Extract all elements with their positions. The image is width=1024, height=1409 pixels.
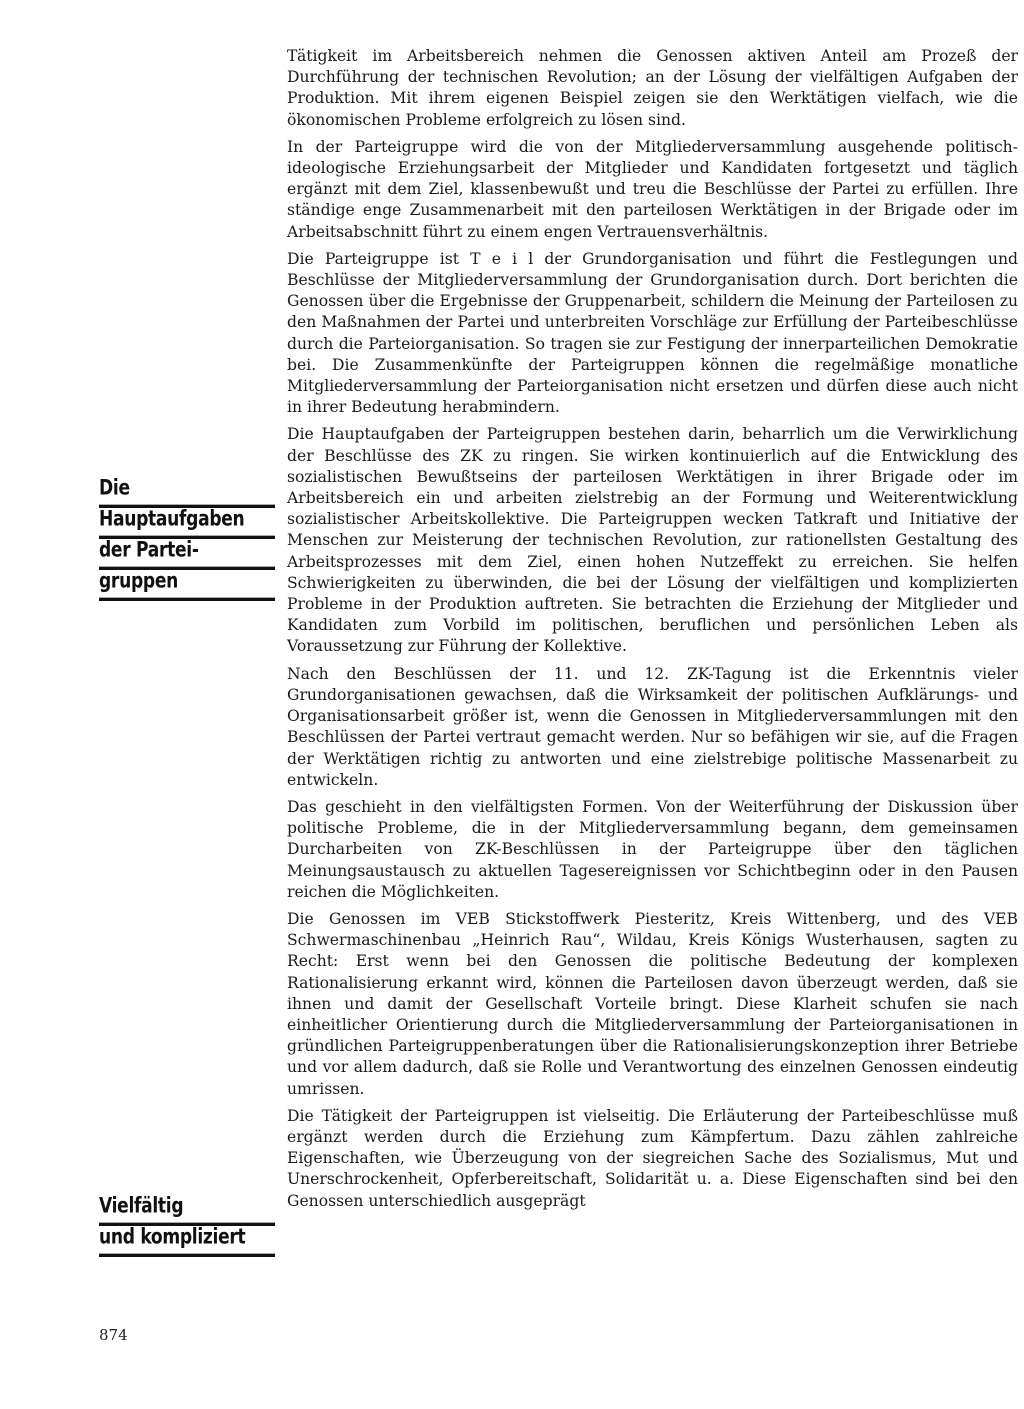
margin-heading-line: Hauptaufgaben	[99, 504, 275, 539]
margin-heading-line: der Partei-	[99, 535, 275, 570]
paragraph: Die Hauptaufgaben der Parteigruppen bestehen darin, beharrlich um die Verwirklichung der Beschlüsse des ZK zu ringen. Sie wirken kontinuierlich auf die Entwicklung des sozialistischen Bewußtseins der parteilosen Werktätigen in ihrer Brigade oder im Arbeitsbereich ein und arbeiten zielstrebig an der Formung und Weiterentwicklung sozialistischer Arbeitskollektive. Die Parteigruppen wecken Tatkraft und Initiative der Menschen zur Meisterung der technischen Revolution, zur rationellsten Gestaltung des Arbeitsprozesses mit dem Ziel, einen hohen Nutzeffekt zu erreichen. Sie helfen Schwierigkeiten zu überwinden, die bei der Lösung der vielfältigen und komplizierten Probleme in der Produktion auftreten. Sie betrachten die Erziehung der Mitglieder und Kandidaten zum Vorbild im politischen, beruflichen und persönlichen Leben als Voraussetzung zur Führung der Kollektive.	[287, 425, 1018, 656]
margin-heading-vielfaeltig	[99, 1195, 275, 1257]
margin-heading-line: Die	[99, 473, 275, 508]
margin-heading-line: gruppen	[99, 566, 275, 601]
paragraph: In der Parteigruppe wird die von der Mitgliederversammlung ausgehende politisch-ideologische Erziehungsarbeit der Mitglieder und Kandidaten fortgesetzt und täglich ergänzt mit dem Ziel, klassenbewußt und treu die Beschlüsse der Partei zu erfüllen. Ihre ständige enge Zusammenarbeit mit den parteilosen Werktätigen in der Brigade oder im Arbeitsabschnitt führt zu einem engen Vertrauensverhältnis.	[287, 137, 1018, 241]
body-text-column	[287, 46, 1018, 1218]
paragraph: Tätigkeit im Arbeitsbereich nehmen die Genossen aktiven Anteil am Prozeß der Durchführung der technischen Revolution; an der Lösung der vielfältigen Aufgaben der Produktion. Mit ihrem eigenen Beispiel zeigen sie den Werktätigen vielfach, wie die ökonomischen Probleme erfolgreich zu lösen sind.	[287, 47, 1018, 129]
margin-heading-line: Vielfältig	[99, 1191, 275, 1226]
paragraph: Die Genossen im VEB Stickstoffwerk Piesteritz, Kreis Wittenberg, und des VEB Schwermaschinenbau „Heinrich Rau“, Wildau, Kreis Königs Wusterhausen, sagten zu Recht: Erst wenn bei den Genossen die politische Bedeutung der komplexen Rationalisierung erkannt wird, können die Parteilosen davon überzeugt werden, daß sie ihnen und damit der Gesellschaft Vorteile bringt. Diese Klarheit schufen sie nach einheitlicher Orientierung durch die Mitgliederversammlung der Parteiorganisationen in gründlichen Parteigruppenberatungen über die Rationalisierungskonzeption ihrer Betriebe und vor allem dadurch, daß sie Rolle und Verantwortung des einzelnen Genossen eindeutig umrissen.	[287, 909, 1018, 1098]
paragraph: Die Tätigkeit der Parteigruppen ist vielseitig. Die Erläuterung der Parteibeschlüsse muß ergänzt werden durch die Erziehung zum Kämpfertum. Dazu zählen zahlreiche Eigenschaften, wie Überzeugung von der siegreichen Sache des Sozialismus, Mut und Unerschrockenheit, Opferbereitschaft, Solidarität u. a. Diese Eigenschaften sind bei den Genossen unterschiedlich ausgeprägt	[287, 1106, 1018, 1210]
paragraph: Nach den Beschlüssen der 11. und 12. ZK-Tagung ist die Erkenntnis vieler Grundorganisationen gewachsen, daß die Wirksamkeit der politischen Aufklärungs- und Organisationsarbeit größer ist, wenn die Genossen in Mitgliederversammlungen mit den Beschlüssen der Partei vertraut gemacht werden. Nur so befähigen wir sie, auf die Fragen der Werktätigen richtig zu antworten und eine zielstrebige politische Massenarbeit zu entwickeln.	[287, 664, 1018, 789]
paragraph: Die Parteigruppe ist T e i l der Grundorganisation und führt die Festlegungen und Beschlüsse der Mitgliederversammlung der Grundorganisation durch. Dort berichten die Genossen über die Ergebnisse der Gruppenarbeit, schildern die Meinung der Parteilosen zu den Maßnahmen der Partei und unterbreiten Vorschläge zur Erfüllung der Parteibeschlüsse durch die Parteiorganisation. So tragen sie zur Festigung der innerparteilichen Demokratie bei. Die Zusammenkünfte der Parteigruppen können die regelmäßige monatliche Mitgliederversammlung der Parteiorganisation nicht ersetzen und dürfen diese auch nicht in ihrer Bedeutung herabmindern.	[287, 249, 1018, 417]
margin-heading-line: und kompliziert	[99, 1222, 275, 1257]
paragraph: Das geschieht in den vielfältigsten Formen. Von der Weiterführung der Diskussion über politische Probleme, die in der Mitgliederversammlung begann, dem gemeinsamen Durcharbeiten von ZK-Beschlüssen in der Parteigruppe über den täglichen Meinungsaustausch zu aktuellen Tagesereignissen vor Schichtbeginn oder in den Pausen reichen die Möglichkeiten.	[287, 797, 1018, 901]
margin-heading-hauptaufgaben	[99, 477, 275, 601]
page-number: 874	[99, 1326, 128, 1344]
